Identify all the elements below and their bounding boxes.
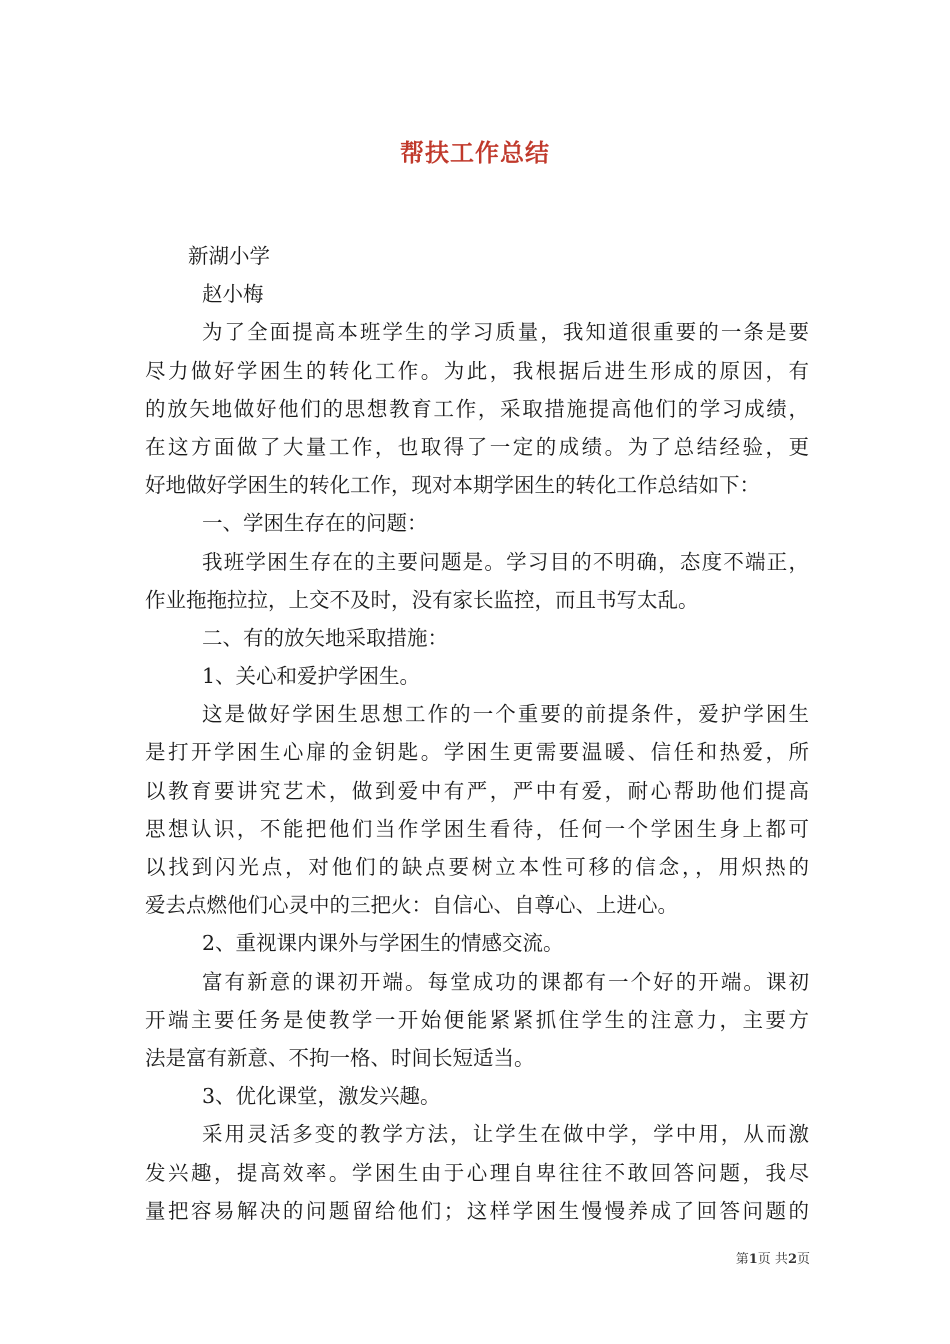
text-line: 以找到闪光点，对他们的缺点要树立本性可移的信念，，用炽热的 [145, 855, 809, 879]
text-line: 一、学困生存在的问题： [202, 511, 428, 536]
footer-page-number: 1 [748, 1252, 758, 1267]
document-body [145, 237, 809, 1230]
text-line: 尽力做好学困生的转化工作。为此，我根据后进生形成的原因，有 [145, 358, 809, 383]
footer-prefix: 第 [735, 1252, 749, 1267]
text-line: 法是富有新意、不拘一格、时间长短适当。 [145, 1045, 535, 1070]
paragraph-lines [145, 313, 809, 1230]
text-line: 的放矢地做好他们的思想教育工作，采取措施提高他们的学习成绩， [145, 396, 809, 421]
text-line: 量把容易解决的问题留给他们；这样学困生慢慢养成了回答问题的 [145, 1198, 809, 1223]
author-name: 赵小梅 [202, 282, 264, 307]
text-line: 是打开学困生心扉的金钥匙。学困生更需要温暖、信任和热爱，所 [145, 740, 809, 765]
document-title: 帮扶工作总结 [400, 138, 550, 167]
text-line: 采用灵活多变的教学方法，让学生在做中学，学中用，从而激 [202, 1122, 809, 1147]
text-line: 2、重视课内课外与学困生的情感交流。 [202, 931, 564, 956]
text-line: 思想认识，不能把他们当作学困生看待，任何一个学困生身上都可 [145, 816, 809, 841]
text-line: 爱去点燃他们心灵中的三把火：自信心、自尊心、上进心。 [145, 893, 678, 918]
text-line: 1、关心和爱护学困生。 [202, 664, 421, 689]
text-line: 在这方面做了大量工作，也取得了一定的成绩。为了总结经验，更 [145, 434, 809, 459]
footer-suffix: 页 [796, 1252, 810, 1267]
text-line: 好地做好学困生的转化工作，现对本期学困生的转化工作总结如下： [145, 473, 760, 498]
text-line: 发兴趣，提高效率。学困生由于心理自卑往往不敢回答问题，我尽 [145, 1160, 809, 1185]
text-line: 为了全面提高本班学生的学习质量，我知道很重要的一条是要 [202, 320, 809, 345]
page-footer [736, 1248, 810, 1267]
text-line: 以教育要讲究艺术，做到爱中有严，严中有爱，耐心帮助他们提高 [145, 778, 809, 803]
footer-middle: 页 共 [757, 1252, 788, 1267]
school-name: 新湖小学 [188, 244, 270, 268]
text-line: 作业拖拖拉拉，上交不及时，没有家长监控，而且书写太乱。 [145, 587, 699, 612]
text-line: 二、有的放矢地采取措施： [202, 625, 448, 650]
text-line: 富有新意的课初开端。每堂成功的课都有一个好的开端。课初 [202, 969, 809, 994]
text-line: 我班学困生存在的主要问题是。学习目的不明确，态度不端正， [202, 549, 809, 574]
text-line: 开端主要任务是使教学一开始便能紧紧抓住学生的注意力，主要方 [145, 1007, 809, 1032]
footer-total-pages: 2 [787, 1252, 797, 1267]
text-line: 3、优化课堂，激发兴趣。 [202, 1084, 441, 1109]
text-line: 这是做好学困生思想工作的一个重要的前提条件，爱护学困生 [202, 702, 809, 727]
